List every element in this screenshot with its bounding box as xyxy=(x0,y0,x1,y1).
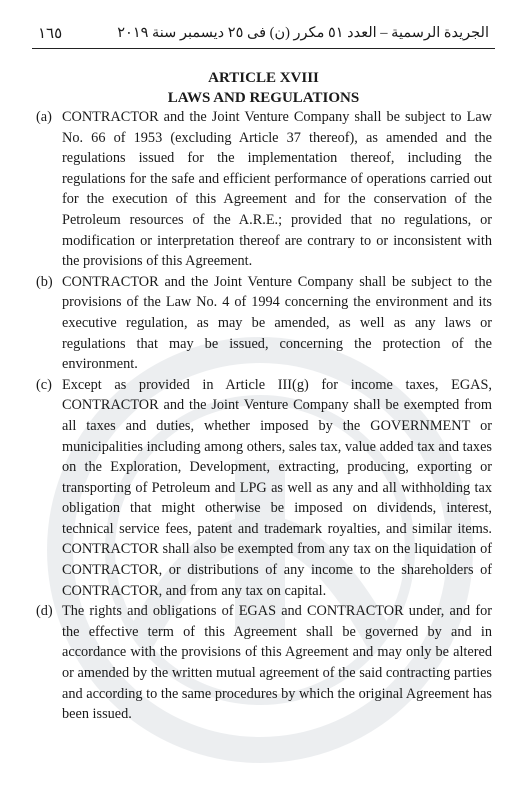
clause-label: (b) xyxy=(36,273,53,290)
article-number: ARTICLE XVIII xyxy=(208,70,319,86)
clause-text: CONTRACTOR and the Joint Venture Company shall be subject to Law No. 66 of 1953 (excluding Article 37 thereof), as amended and the regulations issued for the implementation thereof, including the regulations for the safe and efficient performance of operations carried out for the execution of this Agreement and for the conservation of the Petroleum resources of the A.R.E.; provided that no regulations, or modification or interpretation thereof are contrary to or inconsistent with the provisions of this Agreement. xyxy=(62,109,492,270)
page-header xyxy=(38,22,489,44)
clause-label: (a) xyxy=(36,109,52,125)
page-number: ١٦٥ xyxy=(38,25,63,42)
clause-label: (c) xyxy=(36,376,52,393)
clause-text: Except as provided in Article III(g) for income taxes, EGAS, CONTRACTOR and the Joint Venture Company shall be exempted from all taxes and duties, whether imposed by the GOVERNMENT or municipalities including among others, sales tax, value added tax and taxes on the Exploration, Development, extracting, producing, exporting or transporting of Petroleum and LPG as well as any and all withholding tax obligation that might otherwise be imposed on dividends, interest, technical service fees, patent and trademark royalties, and similar items. CONTRACTOR shall also be exempted from any tax on the liquidation of CONTRACTOR, or distributions of any income to the shareholders of CONTRACTOR, and from any tax on capital. xyxy=(62,376,492,599)
article-body xyxy=(36,107,492,725)
clause-b xyxy=(36,272,492,375)
clause-d xyxy=(36,601,492,725)
clause-text: CONTRACTOR and the Joint Venture Company shall be subject to the provisions of the Law No. 4 of 1994 concerning the environment and its executive regulation, as may be amended, as well as any laws or regulations that may be issued, concerning the protection of the environment. xyxy=(62,273,492,373)
clause-label: (d) xyxy=(36,603,53,620)
article-title: LAWS AND REGULATIONS xyxy=(167,90,360,106)
clause-text: The rights and obligations of EGAS and CONTRACTOR under, and for the effective term of this Agreement shall be governed by and in accordance with the provisions of this Agreement and may only be altered or amended by the written mutual agreement of the said contracting parties and according to the same procedures by which the original Agreement has been issued. xyxy=(62,603,492,723)
header-divider xyxy=(32,48,495,49)
clause-c xyxy=(36,375,492,602)
journal-issue-line: الجريدة الرسمية – العدد ٥١ مكرر (ن) فى ٢٥ ديسمبر سنة ٢٠١٩ xyxy=(117,24,489,41)
article-heading xyxy=(0,68,527,108)
clause-a xyxy=(36,107,492,272)
